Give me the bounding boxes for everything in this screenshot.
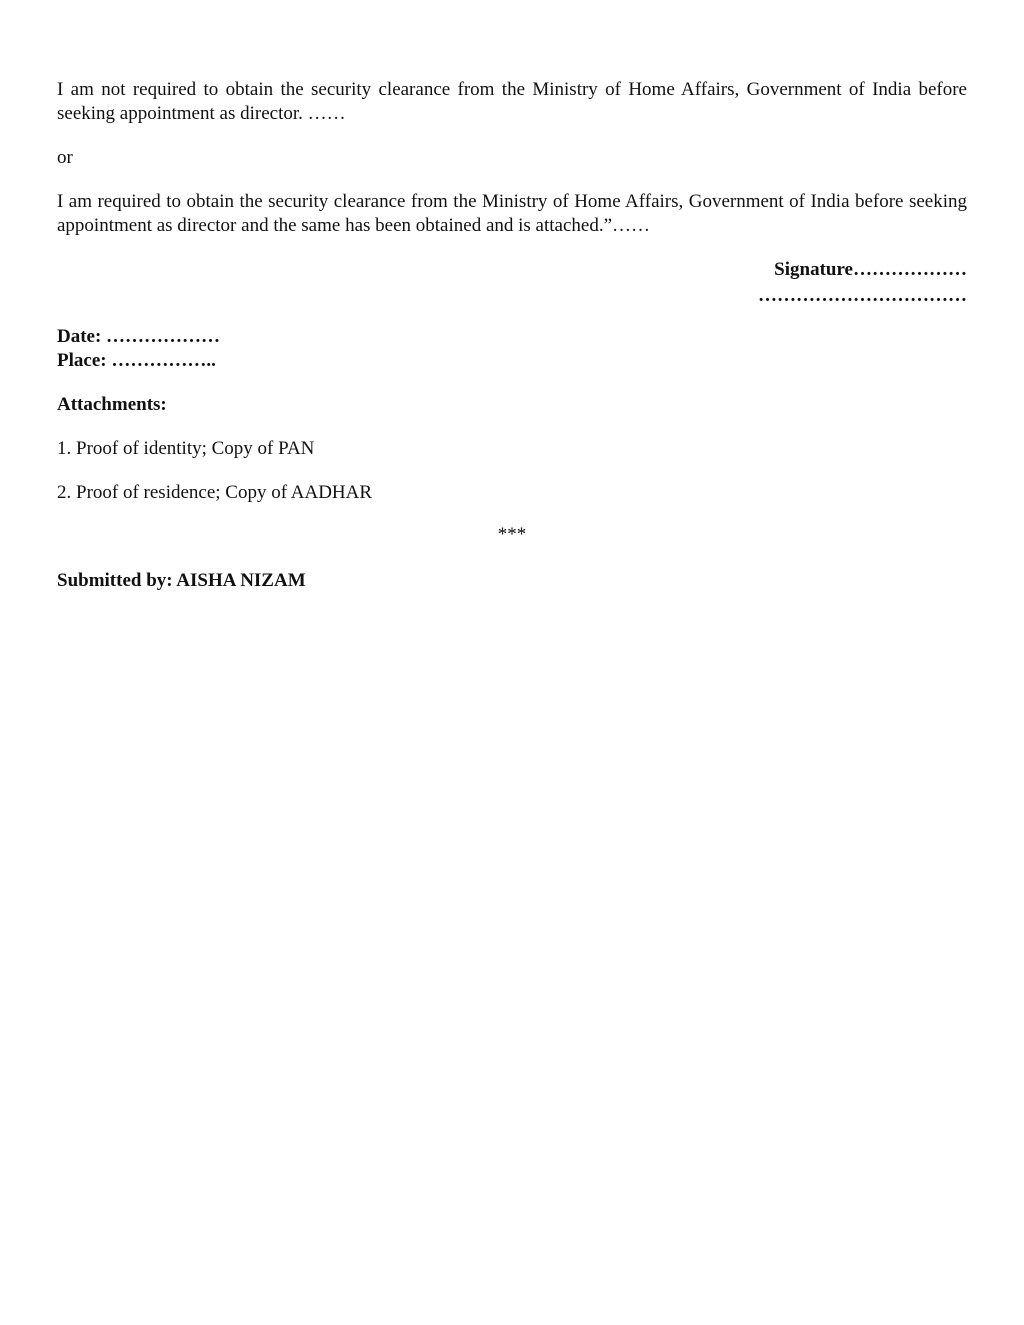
declaration-required: I am required to obtain the security clearance from the Ministry of Home Affairs, Government of India before seeking appointment as director and the same has been obtained and is attached.”…… bbox=[57, 191, 967, 236]
attachments-heading: Attachments: bbox=[57, 394, 167, 415]
date-place-block bbox=[57, 325, 220, 373]
attachment-item: 1. Proof of identity; Copy of PAN bbox=[57, 438, 315, 459]
submitted-by: Submitted by: AISHA NIZAM bbox=[57, 570, 306, 591]
section-separator: *** bbox=[497, 524, 527, 545]
signature-line: Signature……………… bbox=[774, 259, 967, 280]
date-field: Date: ……………… bbox=[57, 326, 221, 347]
declaration-not-required: I am not required to obtain the security clearance from the Ministry of Home Affairs, Government of India before seeking appointment as director. …… bbox=[57, 79, 967, 124]
signature-block bbox=[758, 257, 967, 309]
attachment-item: 2. Proof of residence; Copy of AADHAR bbox=[57, 482, 373, 503]
place-field: Place: …………….. bbox=[57, 350, 216, 371]
or-separator: or bbox=[57, 147, 73, 168]
signature-dotted-line: …………………………… bbox=[758, 285, 967, 306]
